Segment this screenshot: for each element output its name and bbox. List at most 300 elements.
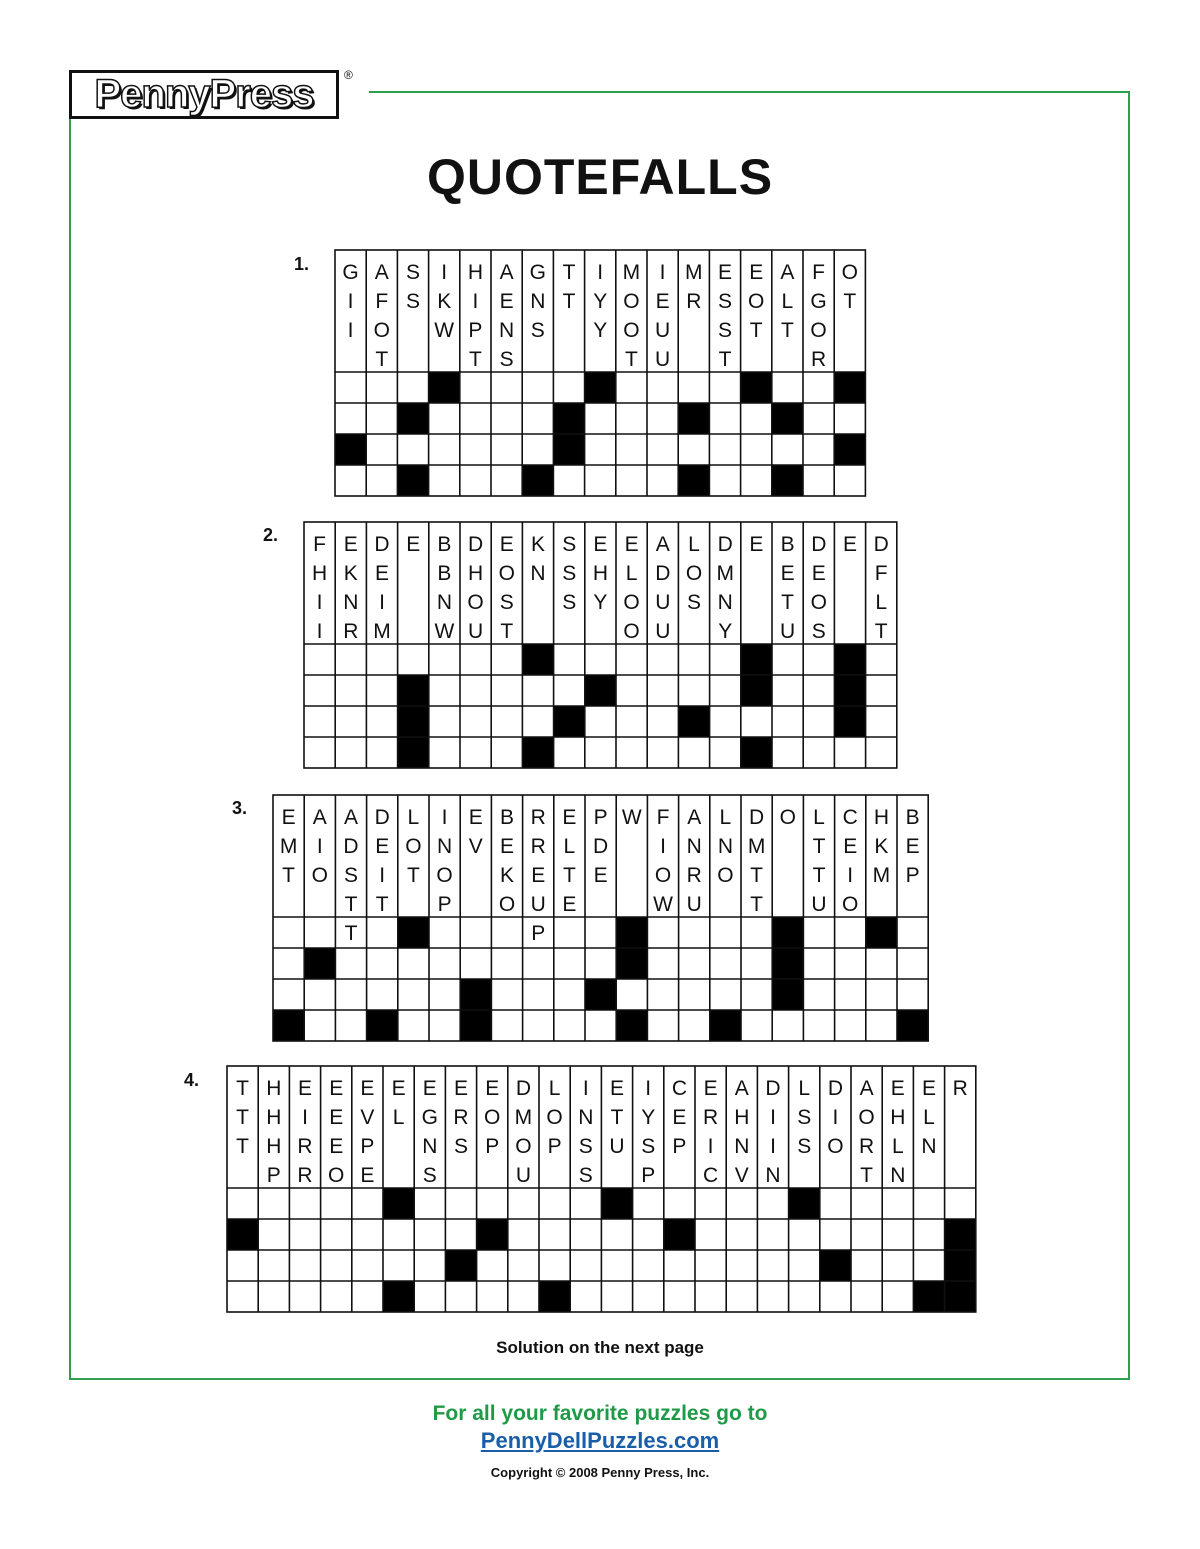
answer-cell[interactable] [710,675,741,706]
answer-cell[interactable] [741,465,772,496]
answer-cell[interactable] [789,1250,820,1281]
clue-letter: P [593,806,608,829]
answer-cell[interactable] [803,979,834,1010]
black-square [741,372,772,403]
answer-cell[interactable] [647,465,678,496]
answer-cell[interactable] [554,979,585,1010]
answer-cell[interactable] [772,644,803,675]
answer-cell[interactable] [304,706,335,737]
answer-cell[interactable] [508,1219,539,1250]
answer-cell[interactable] [429,644,460,675]
answer-cell[interactable] [366,644,397,675]
answer-cell[interactable] [633,1219,664,1250]
answer-cell[interactable] [803,706,834,737]
answer-cell[interactable] [553,372,584,403]
answer-cell[interactable] [570,1281,601,1312]
answer-cell[interactable] [710,706,741,737]
answer-cell[interactable] [647,1010,678,1041]
answer-cell[interactable] [709,465,740,496]
answer-cell[interactable] [429,737,460,768]
answer-cell[interactable] [429,948,460,979]
answer-cell[interactable] [304,675,335,706]
answer-cell[interactable] [553,465,584,496]
answer-cell[interactable] [803,737,834,768]
answer-cell[interactable] [866,737,897,768]
quotefall-puzzle-2[interactable] [303,521,896,768]
answer-cell[interactable] [539,1188,570,1219]
answer-cell[interactable] [366,372,397,403]
answer-cell[interactable] [897,979,928,1010]
answer-cell[interactable] [304,1010,335,1041]
answer-cell[interactable] [321,1219,352,1250]
answer-cell[interactable] [897,917,928,948]
answer-cell[interactable] [633,1281,664,1312]
answer-cell[interactable] [477,1250,508,1281]
answer-cell[interactable] [757,1250,788,1281]
answer-cell[interactable] [601,1250,632,1281]
answer-cell[interactable] [289,1219,320,1250]
answer-cell[interactable] [757,1281,788,1312]
answer-cell[interactable] [304,979,335,1010]
answer-cell[interactable] [366,706,397,737]
answer-cell[interactable] [834,403,865,434]
answer-cell[interactable] [789,1281,820,1312]
answer-cell[interactable] [554,644,585,675]
answer-cell[interactable] [664,1281,695,1312]
answer-cell[interactable] [335,979,366,1010]
answer-cell[interactable] [335,675,366,706]
answer-cell[interactable] [803,1010,834,1041]
clue-letter: D [749,806,765,829]
answer-cell[interactable] [491,434,522,465]
answer-cell[interactable] [882,1219,913,1250]
answer-cell[interactable] [477,1188,508,1219]
answer-cell[interactable] [741,706,772,737]
answer-cell[interactable] [882,1250,913,1281]
answer-cell[interactable] [539,1219,570,1250]
answer-cell[interactable] [460,465,491,496]
answer-cell[interactable] [851,1250,882,1281]
answer-cell[interactable] [866,644,897,675]
answer-cell[interactable] [726,1188,757,1219]
answer-cell[interactable] [664,1188,695,1219]
answer-cell[interactable] [554,1010,585,1041]
answer-cell[interactable] [866,675,897,706]
answer-cell[interactable] [304,644,335,675]
clue-letter: T [562,290,576,313]
answer-cell[interactable] [710,948,741,979]
answer-cell[interactable] [897,948,928,979]
answer-cell[interactable] [820,1281,851,1312]
answer-cell[interactable] [726,1281,757,1312]
answer-cell[interactable] [803,372,834,403]
answer-cell[interactable] [772,706,803,737]
answer-cell[interactable] [835,917,866,948]
answer-cell[interactable] [616,706,647,737]
clue-letter: F [874,562,888,585]
answer-cell[interactable] [508,1250,539,1281]
answer-cell[interactable] [366,737,397,768]
answer-cell[interactable] [289,1250,320,1281]
answer-cell[interactable] [585,948,616,979]
answer-cell[interactable] [460,948,491,979]
answer-cell[interactable] [616,737,647,768]
answer-cell[interactable] [710,917,741,948]
answer-cell[interactable] [367,917,398,948]
answer-cell[interactable] [352,1250,383,1281]
answer-cell[interactable] [772,434,803,465]
answer-cell[interactable] [522,372,553,403]
answer-cell[interactable] [741,917,772,948]
clue-letter: N [437,835,453,858]
answer-cell[interactable] [383,1250,414,1281]
answer-cell[interactable] [335,737,366,768]
answer-cell[interactable] [429,706,460,737]
answer-cell[interactable] [741,948,772,979]
answer-cell[interactable] [647,917,678,948]
answer-cell[interactable] [445,1281,476,1312]
answer-cell[interactable] [335,403,366,434]
answer-cell[interactable] [289,1281,320,1312]
answer-cell[interactable] [414,1281,445,1312]
clue-letter: E [422,1077,437,1100]
answer-cell[interactable] [554,917,585,948]
answer-cell[interactable] [460,737,491,768]
answer-cell[interactable] [414,1250,445,1281]
answer-cell[interactable] [913,1219,944,1250]
clue-letter: M [716,562,734,585]
answer-cell[interactable] [695,1219,726,1250]
answer-cell[interactable] [664,1250,695,1281]
answer-cell[interactable] [522,434,553,465]
answer-cell[interactable] [352,1281,383,1312]
answer-cell[interactable] [741,434,772,465]
answer-cell[interactable] [695,1281,726,1312]
answer-cell[interactable] [335,644,366,675]
clue-letter: U [655,620,671,643]
answer-cell[interactable] [678,675,709,706]
answer-cell[interactable] [820,1188,851,1219]
answer-cell[interactable] [616,675,647,706]
answer-cell[interactable] [321,1188,352,1219]
answer-cell[interactable] [616,403,647,434]
answer-cell[interactable] [695,1250,726,1281]
answer-cell[interactable] [227,1188,258,1219]
answer-cell[interactable] [616,644,647,675]
clue-letter: O [498,893,516,916]
answer-cell[interactable] [227,1281,258,1312]
answer-cell[interactable] [335,465,366,496]
answer-cell[interactable] [258,1250,289,1281]
answer-cell[interactable] [508,1188,539,1219]
quotefall-puzzle-1[interactable] [334,249,865,496]
answer-cell[interactable] [429,675,460,706]
answer-cell[interactable] [709,372,740,403]
answer-cell[interactable] [491,403,522,434]
answer-cell[interactable] [429,1010,460,1041]
answer-cell[interactable] [647,706,678,737]
answer-cell[interactable] [460,372,491,403]
answer-cell[interactable] [335,372,366,403]
answer-cell[interactable] [522,706,553,737]
answer-cell[interactable] [491,372,522,403]
answer-cell[interactable] [522,403,553,434]
answer-cell[interactable] [678,737,709,768]
answer-cell[interactable] [289,1188,320,1219]
answer-cell[interactable] [803,403,834,434]
answer-cell[interactable] [367,979,398,1010]
answer-cell[interactable] [491,465,522,496]
answer-cell[interactable] [726,1250,757,1281]
clue-letter: M [872,864,891,887]
answer-cell[interactable] [757,1188,788,1219]
answer-cell[interactable] [414,1219,445,1250]
clue-letter: T [236,1135,250,1158]
answer-cell[interactable] [772,372,803,403]
answer-cell[interactable] [491,644,522,675]
answer-cell[interactable] [273,917,304,948]
answer-cell[interactable] [851,1281,882,1312]
answer-cell[interactable] [866,948,897,979]
answer-cell[interactable] [616,979,647,1010]
answer-cell[interactable] [554,675,585,706]
black-square [710,1010,741,1041]
answer-cell[interactable] [398,948,429,979]
clue-letter: P [547,1135,562,1158]
answer-cell[interactable] [633,1188,664,1219]
answer-cell[interactable] [460,706,491,737]
answer-cell[interactable] [647,644,678,675]
answer-cell[interactable] [477,1281,508,1312]
answer-cell[interactable] [741,979,772,1010]
answer-cell[interactable] [491,737,522,768]
answer-cell[interactable] [834,465,865,496]
answer-cell[interactable] [508,1281,539,1312]
answer-cell[interactable] [679,948,710,979]
answer-cell[interactable] [803,465,834,496]
answer-cell[interactable] [491,675,522,706]
clue-letter: M [622,261,641,284]
answer-cell[interactable] [851,1219,882,1250]
answer-cell[interactable] [258,1219,289,1250]
answer-cell[interactable] [647,372,678,403]
clue-letter: W [621,806,642,829]
answer-cell[interactable] [570,1188,601,1219]
answer-cell[interactable] [679,979,710,1010]
answer-cell[interactable] [397,434,428,465]
clue-letter: O [654,864,672,887]
answer-cell[interactable] [429,434,460,465]
answer-cell[interactable] [366,465,397,496]
answer-cell[interactable] [882,1281,913,1312]
answer-cell[interactable] [679,917,710,948]
answer-cell[interactable] [366,403,397,434]
answer-cell[interactable] [772,737,803,768]
black-square [789,1188,820,1219]
answer-cell[interactable] [710,979,741,1010]
answer-cell[interactable] [398,644,429,675]
answer-cell[interactable] [601,1219,632,1250]
answer-cell[interactable] [429,917,460,948]
answer-cell[interactable] [647,737,678,768]
answer-cell[interactable] [834,737,865,768]
answer-cell[interactable] [835,979,866,1010]
answer-cell[interactable] [460,434,491,465]
answer-cell[interactable] [866,979,897,1010]
answer-cell[interactable] [866,1010,897,1041]
answer-cell[interactable] [570,1250,601,1281]
answer-cell[interactable] [835,1010,866,1041]
answer-cell[interactable] [429,465,460,496]
answer-cell[interactable] [445,1188,476,1219]
website-link[interactable]: PennyDellPuzzles.com [480,1428,720,1453]
answer-cell[interactable] [570,1219,601,1250]
answer-cell[interactable] [585,1010,616,1041]
answer-cell[interactable] [523,1010,554,1041]
quotefall-puzzle-4[interactable] [226,1065,974,1312]
black-square [398,706,429,737]
clue-letter: H [266,1135,282,1158]
answer-cell[interactable] [429,979,460,1010]
answer-cell[interactable] [820,1219,851,1250]
answer-cell[interactable] [304,737,335,768]
clue-letter: D [827,1077,843,1100]
black-square [429,372,460,403]
answer-cell[interactable] [273,948,304,979]
answer-cell[interactable] [585,706,616,737]
answer-cell[interactable] [491,706,522,737]
answer-cell[interactable] [352,1188,383,1219]
answer-cell[interactable] [913,1250,944,1281]
answer-cell[interactable] [741,403,772,434]
answer-cell[interactable] [616,434,647,465]
answer-cell[interactable] [633,1250,664,1281]
answer-cell[interactable] [523,948,554,979]
clue-letter: G [529,261,546,284]
answer-cell[interactable] [335,948,366,979]
answer-cell[interactable] [321,1281,352,1312]
clue-letter: C [842,806,858,829]
clue-letter: I [316,591,323,614]
answer-cell[interactable] [803,675,834,706]
answer-cell[interactable] [491,979,522,1010]
answer-cell[interactable] [647,979,678,1010]
answer-cell[interactable] [678,644,709,675]
answer-cell[interactable] [554,948,585,979]
answer-cell[interactable] [460,917,491,948]
answer-cell[interactable] [460,403,491,434]
answer-cell[interactable] [882,1188,913,1219]
answer-cell[interactable] [585,403,616,434]
answer-cell[interactable] [803,917,834,948]
answer-cell[interactable] [258,1188,289,1219]
answer-cell[interactable] [647,675,678,706]
answer-cell[interactable] [647,434,678,465]
answer-cell[interactable] [679,1010,710,1041]
answer-cell[interactable] [616,465,647,496]
clue-letter: E [593,864,608,887]
answer-cell[interactable] [616,372,647,403]
clue-letter: D [374,533,390,556]
answer-cell[interactable] [695,1188,726,1219]
answer-cell[interactable] [491,917,522,948]
answer-cell[interactable] [945,1188,976,1219]
answer-cell[interactable] [851,1188,882,1219]
answer-cell[interactable] [273,979,304,1010]
answer-cell[interactable] [321,1250,352,1281]
answer-cell[interactable] [757,1219,788,1250]
answer-cell[interactable] [585,644,616,675]
answer-cell[interactable] [445,1219,476,1250]
answer-cell[interactable] [304,917,335,948]
answer-cell[interactable] [678,372,709,403]
clue-letter: O [623,591,640,614]
clue-letter: E [749,261,764,284]
answer-cell[interactable] [866,706,897,737]
answer-cell[interactable] [335,1010,366,1041]
answer-cell[interactable] [539,1250,570,1281]
answer-cell[interactable] [522,675,553,706]
answer-cell[interactable] [227,1250,258,1281]
answer-cell[interactable] [726,1219,757,1250]
answer-cell[interactable] [366,675,397,706]
answer-cell[interactable] [335,706,366,737]
answer-cell[interactable] [366,434,397,465]
answer-cell[interactable] [601,1281,632,1312]
answer-cell[interactable] [414,1188,445,1219]
answer-cell[interactable] [258,1281,289,1312]
answer-cell[interactable] [835,948,866,979]
answer-cell[interactable] [772,675,803,706]
answer-cell[interactable] [491,1010,522,1041]
answer-cell[interactable] [398,979,429,1010]
answer-cell[interactable] [585,434,616,465]
answer-cell[interactable] [741,1010,772,1041]
answer-cell[interactable] [491,948,522,979]
answer-cell[interactable] [772,1010,803,1041]
answer-cell[interactable] [789,1219,820,1250]
clue-letter: I [347,290,354,313]
answer-cell[interactable] [709,434,740,465]
answer-cell[interactable] [523,979,554,1010]
answer-cell[interactable] [585,737,616,768]
quotefall-puzzle-3[interactable] [272,794,928,1041]
answer-cell[interactable] [803,948,834,979]
answer-cell[interactable] [397,372,428,403]
answer-cell[interactable] [352,1219,383,1250]
answer-cell[interactable] [367,948,398,979]
answer-cell[interactable] [678,434,709,465]
answer-cell[interactable] [803,644,834,675]
answer-cell[interactable] [803,434,834,465]
answer-cell[interactable] [709,403,740,434]
answer-cell[interactable] [647,403,678,434]
answer-cell[interactable] [585,917,616,948]
answer-cell[interactable] [398,1010,429,1041]
answer-cell[interactable] [554,737,585,768]
answer-cell[interactable] [429,403,460,434]
answer-cell[interactable] [710,644,741,675]
answer-cell[interactable] [710,737,741,768]
clue-letter: E [655,290,670,313]
answer-cell[interactable] [460,644,491,675]
answer-cell[interactable] [647,948,678,979]
answer-cell[interactable] [913,1188,944,1219]
answer-cell[interactable] [460,675,491,706]
answer-cell[interactable] [585,465,616,496]
clue-letter: H [592,562,608,585]
answer-cell[interactable] [383,1219,414,1250]
